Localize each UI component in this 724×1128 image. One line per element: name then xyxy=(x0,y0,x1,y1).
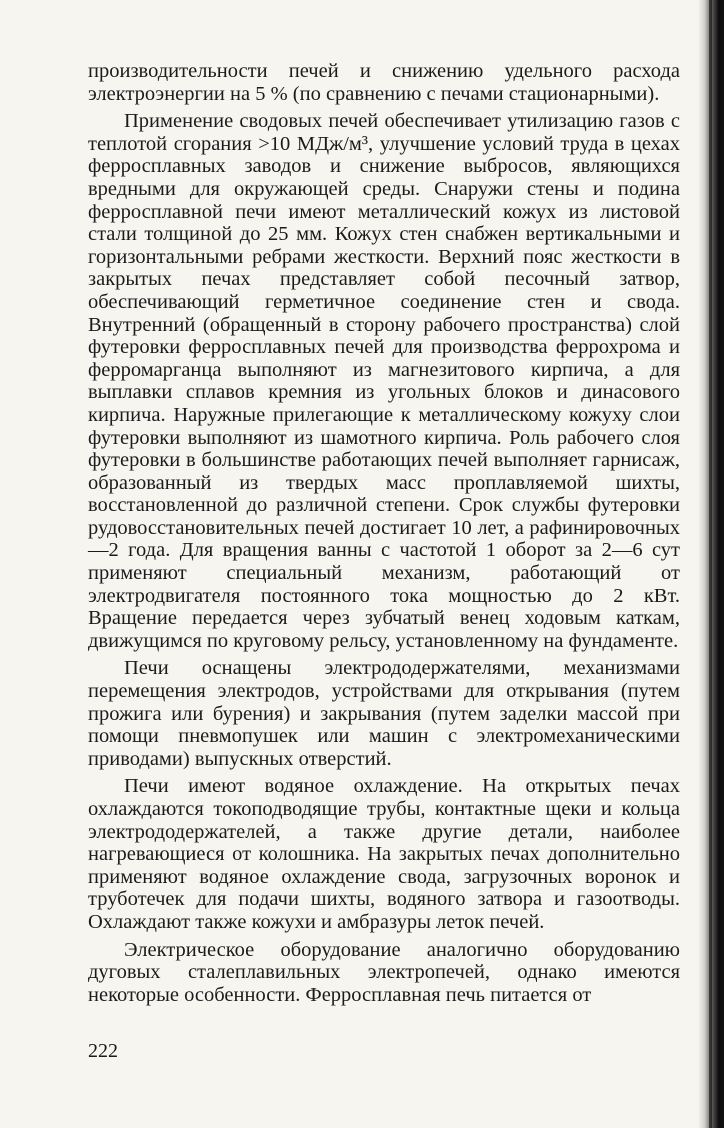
paragraph-water-cooling: Печи имеют водяное охлаждение. На открытых печах охлаждаются токоподводящие трубы, контактные щеки и кольца электрододержателей, а также другие детали, наиболее нагревающиеся от колошника. На закрытых печах дополнительно применяют водяное охлаждение свода, загрузочных воронок и труботечек для подачи шихты, водяного затвора и газоотводы. Охлаждают также кожухи и амбразуры леток печей. xyxy=(88,775,680,933)
paragraph-furnace-lining: Применение сводовых печей обеспечивает утилизацию газов с теплотой сгорания >10 МДж/м³, улучшение условий труда в цехах ферросплавных заводов и снижение выбросов, являющихся вредными для окружающей среды. Снаружи стены и подина ферросплавной печи имеют металлический кожух из листовой стали толщиной до 25 мм. Кожух стен снабжен вертикальными и горизонтальными ребрами жесткости. Верхний пояс жесткости в закрытых печах представляет собой песочный затвор, обеспечивающий герметичное соединение стен и свода. Внутренний (обращенный в сторону рабочего пространства) слой футеровки ферросплавных печей для производства феррохрома и ферромарганца выполняют из магнезитового кирпича, а для выплавки сплавов кремния из угольных блоков и динасового кирпича. Наружные прилегающие к металлическому кожуху слои футеровки выполняют из шамотного кирпича. Роль рабочего слоя футеровки в большинстве работающих печей выполняет гарнисаж, образованный из твердых масс проплавляемой шихты, восстановленной до различной степени. Срок службы футеровки рудовосстановительных печей достигает 10 лет, а рафинировочных —2 года. Для вращения ванны с частотой 1 оборот за 2—6 сут применяют специальный механизм, работающий от электродвигателя постоянного тока мощностью до 2 кВт. Вращение передается через зубчатый венец ходовым каткам, движущимся по круговому рельсу, установленному на фундаменте. xyxy=(88,110,680,652)
page-number: 222 xyxy=(88,1040,118,1062)
paragraph-electrical-equipment: Электрическое оборудование аналогично оборудованию дуговых сталеплавильных электропечей, однако имеются некоторые особенности. Ферросплавная печь питается от xyxy=(88,938,680,1006)
paragraph-electrode-holders: Печи оснащены электрододержателями, механизмами перемещения электродов, устройствами для открывания (путем прожига или бурения) и закрывания (путем заделки массой при помощи пневмопушек или машин с электромеханическими приводами) выпускных отверстий. xyxy=(88,657,680,770)
body-text xyxy=(88,60,680,1011)
scan-edge-line xyxy=(709,0,712,1128)
paragraph-continuation: производительности печей и снижению удельного расхода электроэнергии на 5 % (по сравнению с печами стационарными). xyxy=(88,60,680,105)
